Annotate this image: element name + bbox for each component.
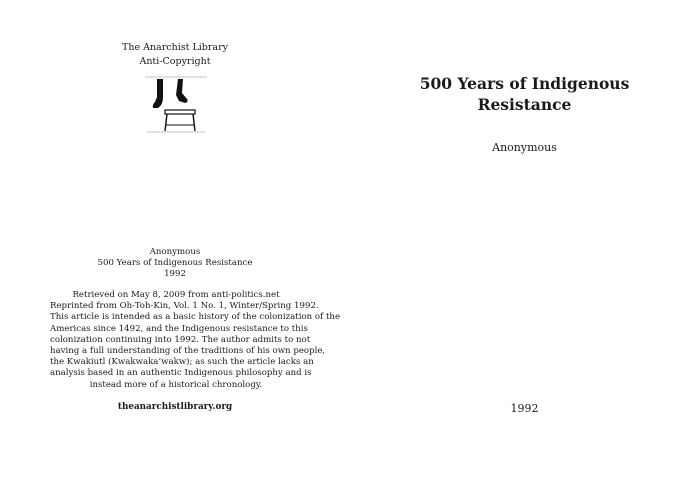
title-line: 500 Years of Indigenous <box>419 74 630 93</box>
notes-line: This article is intended as a basic history of the colonization of the <box>50 312 341 323</box>
anti-copyright-label: Anti-Copyright <box>139 56 211 67</box>
colophon-year: 1992 <box>164 269 186 280</box>
notes-line: colonization continuing into 1992. The author admits to not <box>50 334 311 345</box>
document-title <box>350 73 699 115</box>
stool-with-legs-icon <box>145 75 207 137</box>
notes-line: Americas since 1492, and the Indigenous resistance to this <box>50 323 308 334</box>
source-notes <box>50 290 341 391</box>
document-author: Anonymous <box>492 141 557 154</box>
notes-line: instead more of a historical chronology. <box>89 379 263 390</box>
notes-line: the Kwakiutl (Kwakwaka’wakw); as such the article lacks an <box>50 357 314 368</box>
notes-line: Reprinted from Oh-Toh-Kin, Vol. 1 No. 1, Winter/Spring 1992. <box>50 301 319 312</box>
colophon-title: 500 Years of Indigenous Resistance <box>97 258 253 269</box>
notes-line: having a full understanding of the traditions of his own people, <box>50 346 326 357</box>
right-page <box>350 0 699 496</box>
library-name: The Anarchist Library <box>121 42 228 53</box>
notes-line: analysis based in an authentic Indigenous philosophy and is <box>50 368 312 379</box>
site-link[interactable]: theanarchistlibrary.org <box>117 402 233 412</box>
colophon <box>0 247 350 281</box>
colophon-author: Anonymous <box>149 247 201 257</box>
library-header <box>0 41 350 69</box>
notes-line: Retrieved on May 8, 2009 from anti-politics.net <box>72 290 280 300</box>
title-line: Resistance <box>477 95 572 114</box>
document-year: 1992 <box>510 402 539 415</box>
